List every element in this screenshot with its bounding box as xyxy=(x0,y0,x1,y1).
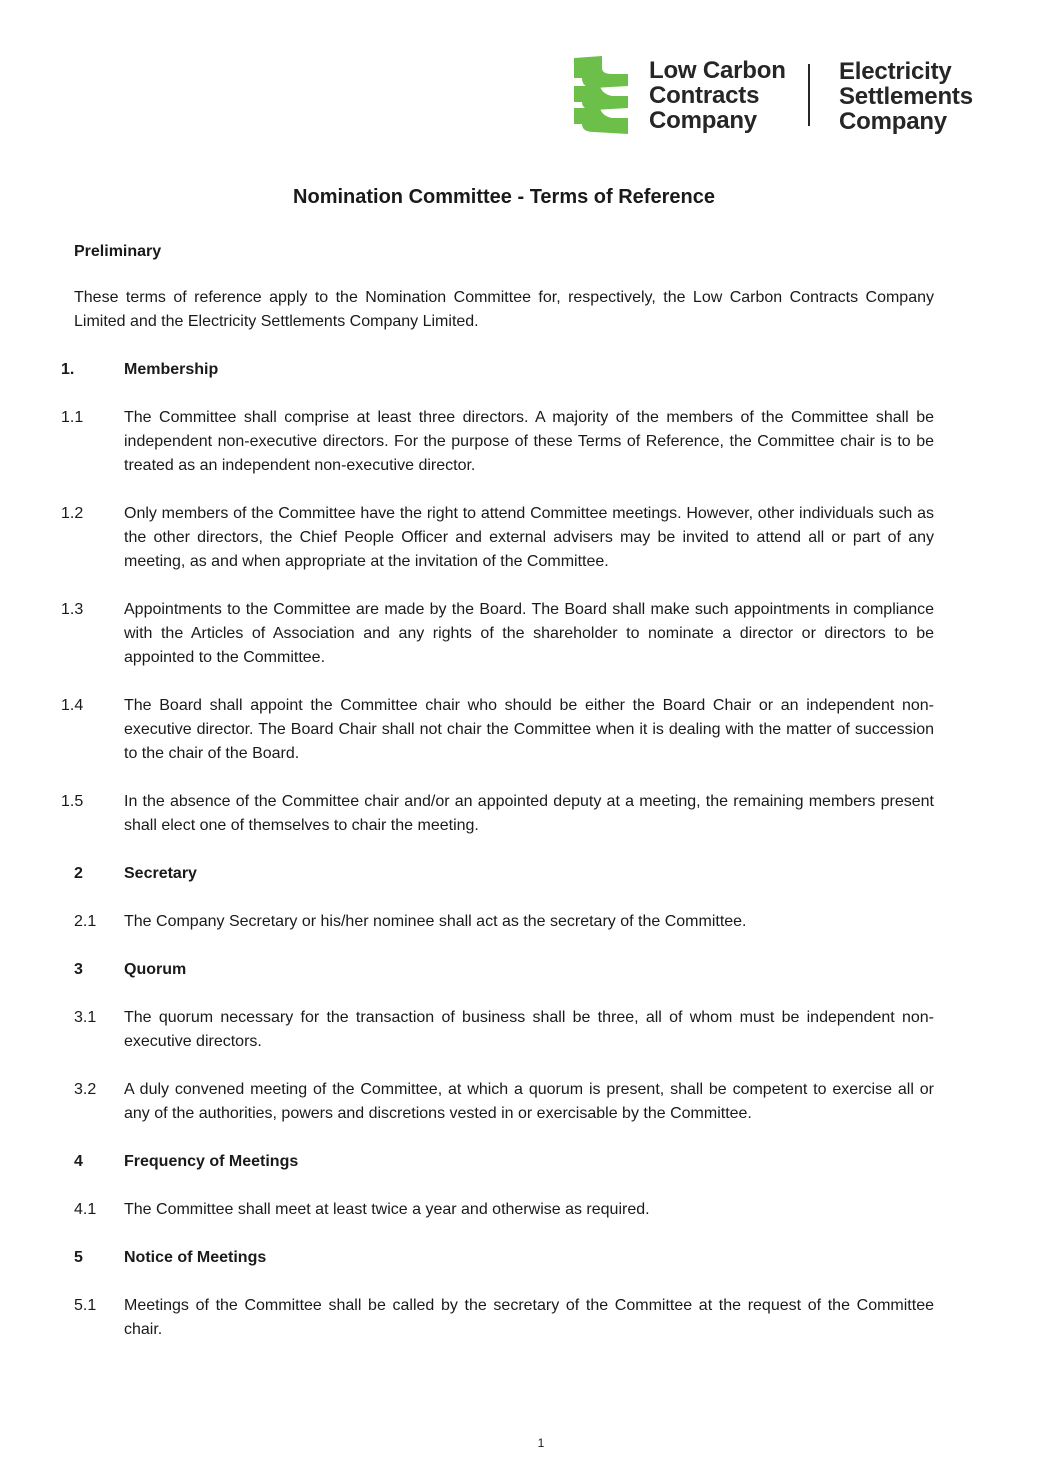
clause xyxy=(61,502,934,574)
section-title: Secretary xyxy=(124,865,197,882)
clause xyxy=(61,790,934,838)
clause xyxy=(61,406,934,478)
clause xyxy=(74,1078,934,1126)
clause-number: 1.2 xyxy=(61,505,84,522)
header-logo xyxy=(572,56,1012,138)
section-number: 2 xyxy=(74,865,83,882)
section-heading xyxy=(74,862,934,886)
page-number: 1 xyxy=(537,1436,545,1450)
clause-text: The Committee shall meet at least twice a year and otherwise as required. xyxy=(124,1201,650,1218)
section-number: 5 xyxy=(74,1249,83,1266)
clause-number: 3.2 xyxy=(74,1081,97,1098)
preliminary-heading: Preliminary xyxy=(74,243,162,260)
clause xyxy=(74,1198,934,1222)
clause-text: Only members of the Committee have the right to attend Committee meetings. However, other individuals such as the other directors, the Chief People Officer and external advisers may be invited to attend all or part of any meeting, as and when appropriate at the invitation of the Committee. xyxy=(124,505,934,570)
section-number: 3 xyxy=(74,961,83,978)
clause-number: 3.1 xyxy=(74,1009,97,1026)
lccc-logo-mark-icon xyxy=(572,56,632,138)
clause-text: The quorum necessary for the transaction of business shall be three, all of whom must be independent non-executive directors. xyxy=(124,1009,934,1050)
section-heading xyxy=(74,1246,934,1270)
section-heading xyxy=(61,358,934,382)
clause-text: Appointments to the Committee are made by the Board. The Board shall make such appointments in compliance with the Articles of Association and any rights of the shareholder to nominate a director or directors to be appointed to the Committee. xyxy=(124,601,934,666)
section-title: Frequency of Meetings xyxy=(124,1153,299,1170)
logo-text-electricity-settlements: Electricity Settlements Company xyxy=(839,58,973,135)
clause xyxy=(74,1294,934,1342)
logo-divider xyxy=(808,64,810,126)
clause-text: In the absence of the Committee chair and/or an appointed deputy at a meeting, the remaining members present shall elect one of themselves to chair the meeting. xyxy=(124,793,934,834)
logo-text-low-carbon: Low Carbon Contracts Company xyxy=(649,57,786,134)
sections xyxy=(61,358,934,1342)
clause-number: 5.1 xyxy=(74,1297,97,1314)
clause-text: Meetings of the Committee shall be called by the secretary of the Committee at the request of the Committee chair. xyxy=(124,1297,934,1338)
section-heading xyxy=(74,958,934,982)
section-title: Quorum xyxy=(124,961,187,978)
clause-text: The Board shall appoint the Committee chair who should be either the Board Chair or an independent non-executive director. The Board Chair shall not chair the Committee when it is dealing with the matter of succession to the chair of the Board. xyxy=(124,697,934,762)
preliminary-text: These terms of reference apply to the Nomination Committee for, respectively, the Low Carbon Contracts Company Limited and the Electricity Settlements Company Limited. xyxy=(74,289,934,330)
clause-text: The Company Secretary or his/her nominee shall act as the secretary of the Committee. xyxy=(124,913,747,930)
clause-text: A duly convened meeting of the Committee, at which a quorum is present, shall be competent to exercise all or any of the authorities, powers and discretions vested in or exercisable by the Committee. xyxy=(124,1081,934,1122)
clause-number: 1.5 xyxy=(61,793,84,810)
clause-number: 4.1 xyxy=(74,1201,97,1218)
clause-number: 1.3 xyxy=(61,601,84,618)
clause-number: 1.1 xyxy=(61,409,84,426)
clause xyxy=(74,1006,934,1054)
section-title: Membership xyxy=(124,361,219,378)
section-heading xyxy=(74,1150,934,1174)
clause-number: 1.4 xyxy=(61,697,84,714)
document-title: Nomination Committee - Terms of Reference xyxy=(293,186,715,208)
clause-text: The Committee shall comprise at least three directors. A majority of the members of the Committee shall be independent non-executive directors. For the purpose of these Terms of Reference, the Committee chair is to be treated as an independent non-executive director. xyxy=(124,409,934,474)
section-number: 4 xyxy=(74,1153,83,1170)
clause-number: 2.1 xyxy=(74,913,97,930)
section-title: Notice of Meetings xyxy=(124,1249,267,1266)
clause xyxy=(61,598,934,670)
clause xyxy=(61,694,934,766)
clause xyxy=(74,910,934,934)
document-body xyxy=(61,240,934,1342)
section-number: 1. xyxy=(61,361,75,378)
